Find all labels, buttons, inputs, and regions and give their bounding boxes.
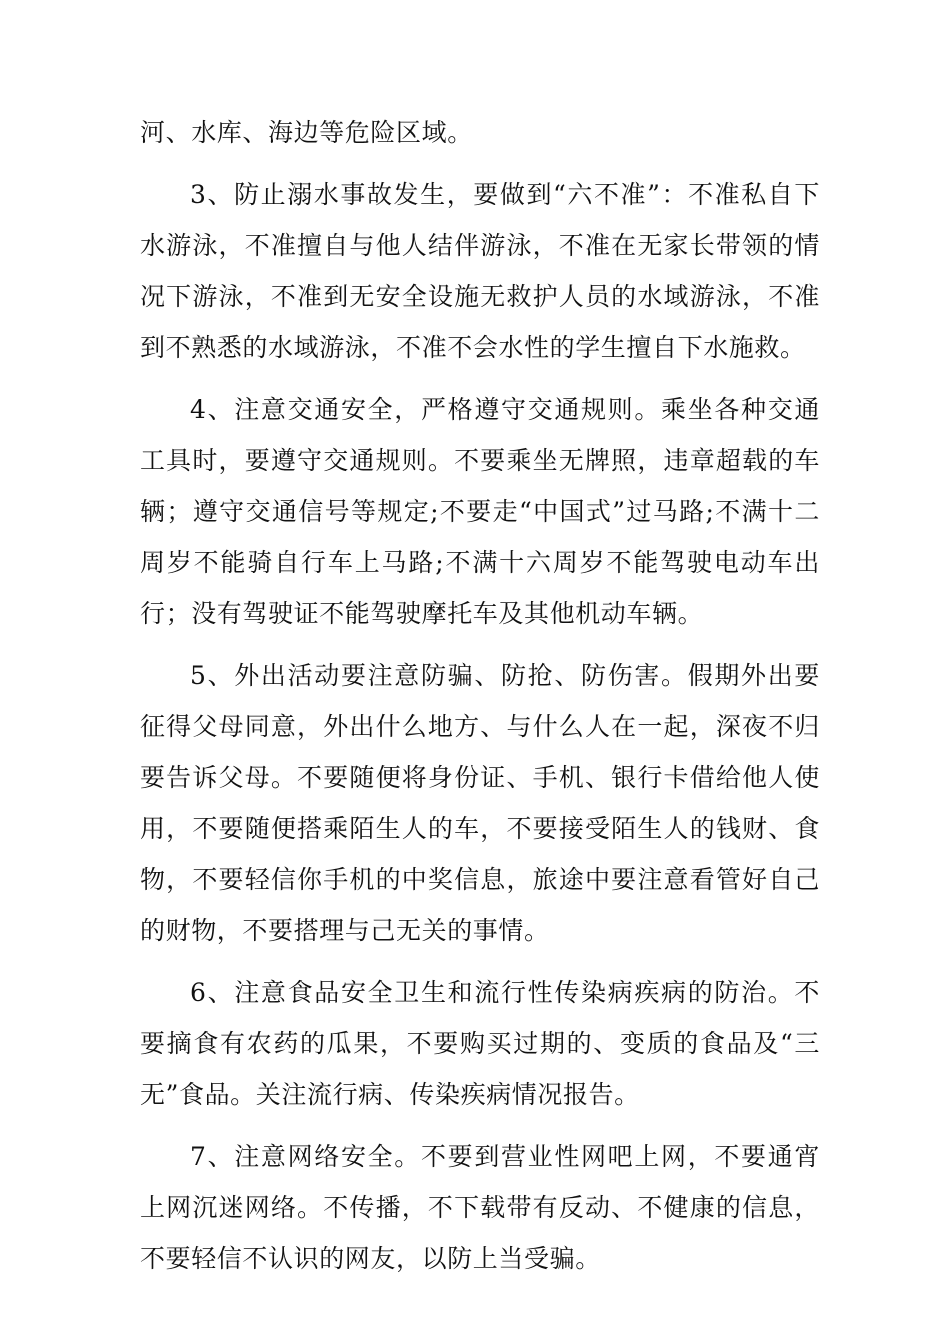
document-body bbox=[140, 107, 820, 1284]
paragraph-outing-safety: 5、外出活动要注意防骗、防抢、防伤害。假期外出要征得父母同意，外出什么地方、与什么人在一起，深夜不归要告诉父母。不要随便将身份证、手机、银行卡借给他人使用，不要随便搭乘陌生人的车，不要接受陌生人的钱财、食物，不要轻信你手机的中奖信息，旅途中要注意看管好自己的财物，不要搭理与己无关的事情。 bbox=[140, 661, 820, 945]
paragraph-food-safety: 6、注意食品安全卫生和流行性传染病疾病的防治。不要摘食有农药的瓜果，不要购买过期的、变质的食品及“三无”食品。关注流行病、传染疾病情况报告。 bbox=[140, 978, 820, 1109]
paragraph-traffic-safety: 4、注意交通安全，严格遵守交通规则。乘坐各种交通工具时，要遵守交通规则。不要乘坐无牌照，违章超载的车辆；遵守交通信号等规定;不要走“中国式”过马路;不满十二周岁不能骑自行车上马路;不满十六周岁不能驾驶电动车出行；没有驾驶证不能驾驶摩托车及其他机动车辆。 bbox=[140, 395, 820, 628]
paragraph-continuation: 河、水库、海边等危险区域。 bbox=[140, 118, 473, 147]
paragraph-network-safety: 7、注意网络安全。不要到营业性网吧上网，不要通宵上网沉迷网络。不传播，不下载带有反动、不健康的信息，不要轻信不认识的网友，以防上当受骗。 bbox=[140, 1142, 820, 1273]
paragraph-drowning-prevention: 3、防止溺水事故发生，要做到“六不准”：不准私自下水游泳，不准擅自与他人结伴游泳，不准在无家长带领的情况下游泳，不准到无安全设施无救护人员的水域游泳，不准到不熟悉的水域游泳，不准不会水性的学生擅自下水施救。 bbox=[140, 180, 820, 362]
